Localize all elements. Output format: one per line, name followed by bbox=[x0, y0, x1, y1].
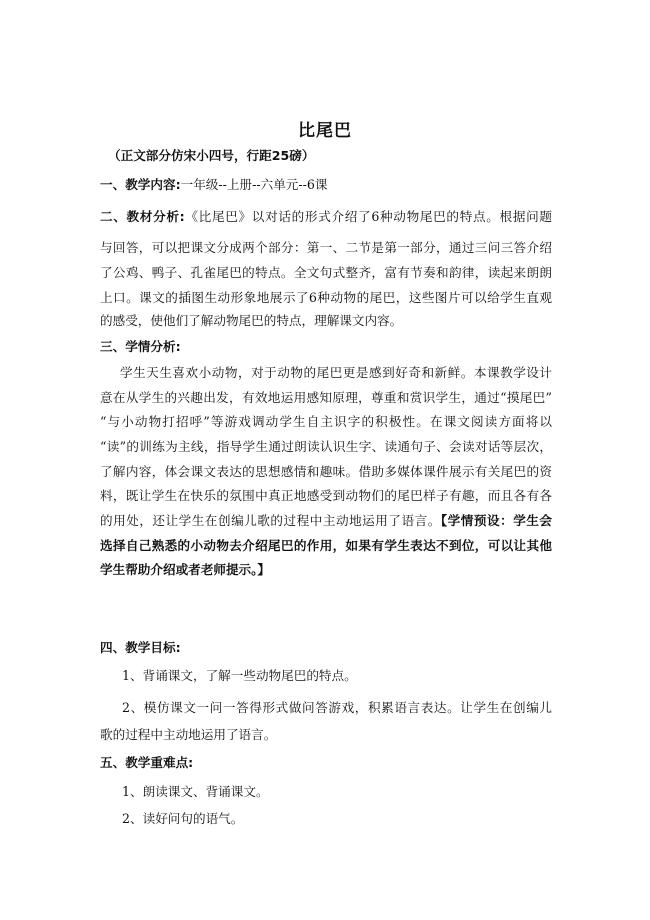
goal-item: 1、背诵课文，了解一些动物尾巴的特点。 bbox=[122, 668, 357, 683]
paragraph-line: 了公鸡、鸭子、孔雀尾巴的特点。全文句式整齐，富有节奏和韵律，读起来朗朗 bbox=[100, 265, 552, 280]
section-heading-teaching-goals: 四、教学目标: bbox=[100, 640, 181, 655]
section-material-analysis bbox=[100, 209, 552, 225]
section-heading: 二、教材分析: bbox=[100, 209, 185, 224]
section-text: 一年级--上册--六单元--6课 bbox=[180, 177, 328, 192]
section-heading-key-points: 五、教学重难点: bbox=[100, 755, 194, 770]
learning-prediction-line: 学生帮助介绍或者老师提示。】 bbox=[100, 562, 271, 577]
paragraph-line: 学生天生喜欢小动物，对于动物的尾巴更是感到好奇和新鲜。本课教学设计 bbox=[120, 365, 552, 380]
paragraph-line: 上口。课文的插图生动形象地展示了6种动物的尾巴，这些图片可以给学生直观 bbox=[100, 290, 552, 305]
paragraph-text: 的用处，还让学生在创编儿歌的过程中主动地运用了语言。 bbox=[100, 513, 441, 528]
paragraph-line: 意在从学生的兴趣出发，有效地运用感知原理，尊重和赏识学生，通过“摸尾巴” bbox=[100, 390, 552, 405]
section-teaching-content bbox=[100, 177, 552, 193]
learning-prediction: 【学情预设：学生会 bbox=[440, 513, 552, 528]
key-point-item: 2、读好问句的语气。 bbox=[122, 811, 244, 826]
paragraph-line: 料，既让学生在快乐的氛围中真正地感受到动物们的尾巴样子有趣，而且各有各 bbox=[100, 488, 552, 503]
goal-item-continued: 歌的过程中主动地运用了语言。 bbox=[100, 727, 277, 742]
key-point-item: 1、朗读课文、背诵课文。 bbox=[122, 784, 269, 799]
paragraph-line: 了解内容，体会课文表达的思想感情和趣味。借助多媒体课件展示有关尾巴的资 bbox=[100, 464, 552, 479]
paragraph-line: 《比尾巴》以对话的形式介绍了6种动物尾巴的特点。根据问题 bbox=[184, 209, 552, 224]
learning-prediction-line: 选择自己熟悉的小动物去介绍尾巴的作用，如果有学生表达不到位，可以让其他 bbox=[100, 538, 552, 553]
paragraph-line: “读”的训练为主线，指导学生通过朗读认识生字、读通句子、会读对话等层次， bbox=[100, 439, 552, 454]
section-heading: 一、教学内容: bbox=[100, 177, 181, 192]
paragraph-line: 与回答，可以把课文分成两个部分：第一、二节是第一部分，通过三问三答介绍 bbox=[100, 240, 552, 255]
section-heading-learner-analysis: 三、学情分析: bbox=[100, 339, 181, 354]
paragraph-line: 的感受，使他们了解动物尾巴的特点，理解课文内容。 bbox=[100, 313, 403, 328]
paragraph-line bbox=[100, 513, 552, 529]
format-note: （正文部分仿宋小四号，行距25磅） bbox=[108, 148, 315, 163]
goal-item: 2、模仿课文一问一答得形式做问答游戏，积累语言表达。让学生在创编儿 bbox=[122, 700, 552, 715]
document-title: 比尾巴 bbox=[298, 121, 352, 141]
paragraph-line: “与小动物打招呼”等游戏调动学生自主识字的积极性。在课文阅读方面将以 bbox=[100, 414, 552, 429]
